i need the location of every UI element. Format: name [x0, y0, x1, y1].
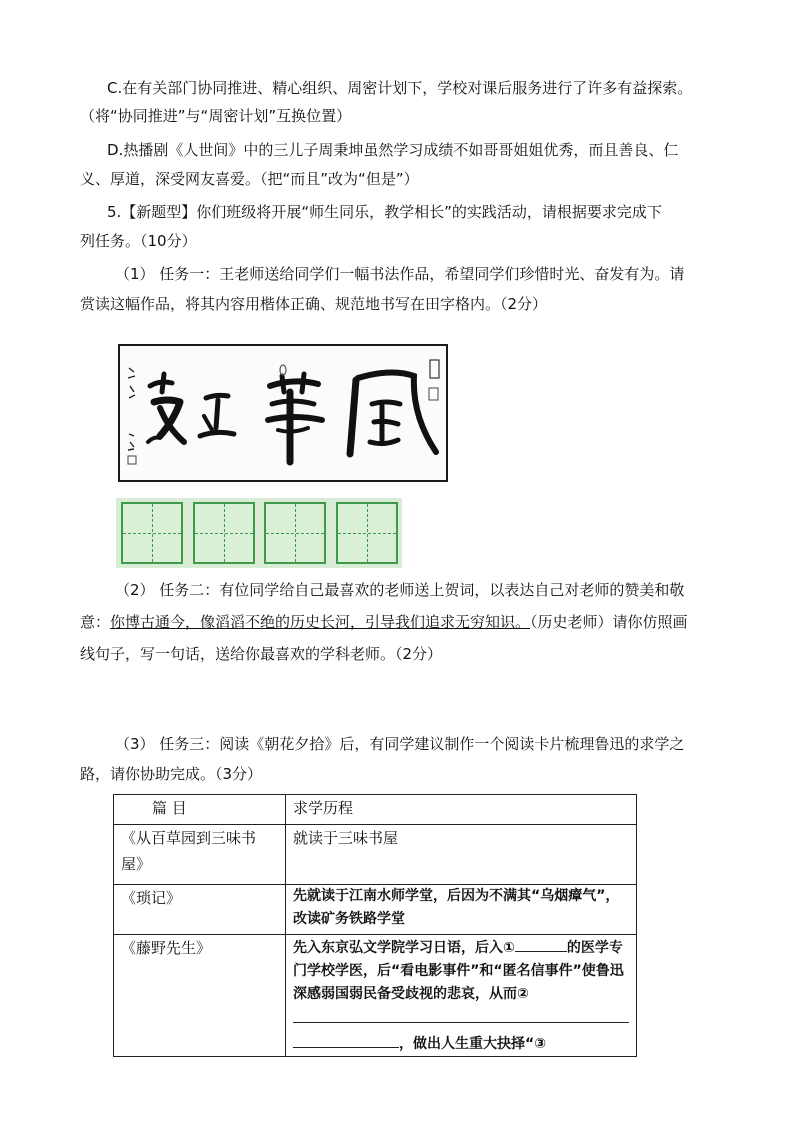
blank-2-line-b[interactable]	[293, 1031, 399, 1048]
task-3-line2: 路，请你协助完成。（3分）	[80, 765, 263, 783]
table-row	[114, 935, 637, 1057]
option-c-line2: （将“协同推进”与“周密计划”互换位置）	[80, 107, 352, 125]
header-title: 篇 目	[114, 795, 286, 825]
option-d-line2: 义、厚道，深受网友喜爱。（把“而且”改为“但是”）	[80, 170, 419, 188]
blank-1[interactable]	[515, 935, 567, 952]
character-feng	[350, 372, 436, 454]
row2-content: 先就读于江南水师学堂，后因为不满其“乌烟瘴气”，改读矿务铁路学堂	[286, 885, 637, 935]
table-row	[114, 885, 637, 935]
tianzige-grid	[116, 498, 402, 568]
task-2-line2: 意：你博古通今，像滔滔不绝的历史长河，引导我们追求无穷知识。（历史老师）请你仿照画	[80, 613, 688, 631]
task-2-line1: （2） 任务二：有位同学给自己最喜欢的老师送上贺词，以表达自己对老师的赞美和敬	[115, 581, 685, 599]
task-1-line1: （1） 任务一：王老师送给同学们一幅书法作品，希望同学们珍惜时光、奋发有为。请	[115, 265, 685, 283]
signature-column	[128, 368, 135, 450]
seal-small	[128, 456, 136, 464]
row3-content: 先入东京弘文学院学习日语，后入① 的医学专门学校学医，后“看电影事件”和“匿名信事件”使鲁迅深感弱国弱民备受歧视的悲哀，从而② ，做出人生重大抉择“③	[286, 935, 637, 1057]
question-5-line1: 5.【新题型】你们班级将开展“师生同乐，教学相长”的实践活动，请根据要求完成下	[107, 203, 662, 221]
seal-middle	[429, 388, 438, 400]
seal-gourd	[280, 365, 286, 375]
tianzige-cell[interactable]	[121, 502, 183, 564]
character-zheng	[200, 395, 234, 436]
row1-title: 《从百草园到三味书屋》	[114, 825, 286, 885]
question-5-line2: 列任务。（10分）	[80, 232, 197, 250]
underlined-example-sentence: 你博古通今，像滔滔不绝的历史长河，引导我们追求无穷知识。	[110, 613, 531, 631]
row2-title: 《琐记》	[114, 885, 286, 935]
option-c-line1: C.在有关部门协同推进、精心组织、周密计划下，学校对课后服务进行了许多有益探索。	[107, 79, 693, 97]
table-header-row	[114, 795, 637, 825]
reading-card-table	[113, 794, 637, 1057]
task-1-line2: 赏读这幅作品，将其内容用楷体正确、规范地书写在田字格内。（2分）	[80, 295, 548, 313]
header-history: 求学历程	[286, 795, 637, 825]
row1-content: 就读于三味书屋	[286, 825, 637, 885]
character-mao	[148, 374, 184, 442]
calligraphy-brush-strokes	[120, 346, 446, 480]
task-3-line1: （3） 任务三：阅读《朝花夕拾》后，有同学建议制作一个阅读卡片梳理鲁迅的求学之	[115, 735, 685, 753]
calligraphy-artwork	[118, 344, 448, 482]
seal-top	[430, 360, 439, 378]
tianzige-cell[interactable]	[193, 502, 255, 564]
tianzige-cell[interactable]	[264, 502, 326, 564]
row3-title: 《藤野先生》	[114, 935, 286, 1057]
tianzige-cell[interactable]	[336, 502, 398, 564]
table-row	[114, 825, 637, 885]
character-hua	[268, 374, 322, 462]
option-d-line1: D.热播剧《人世间》中的三儿子周秉坤虽然学习成绩不如哥哥姐姐优秀，而且善良、仁	[107, 141, 679, 159]
blank-2-line-a[interactable]	[293, 1006, 629, 1023]
task-2-line3: 线句子，写一句话，送给你最喜欢的学科老师。（2分）	[80, 645, 443, 663]
